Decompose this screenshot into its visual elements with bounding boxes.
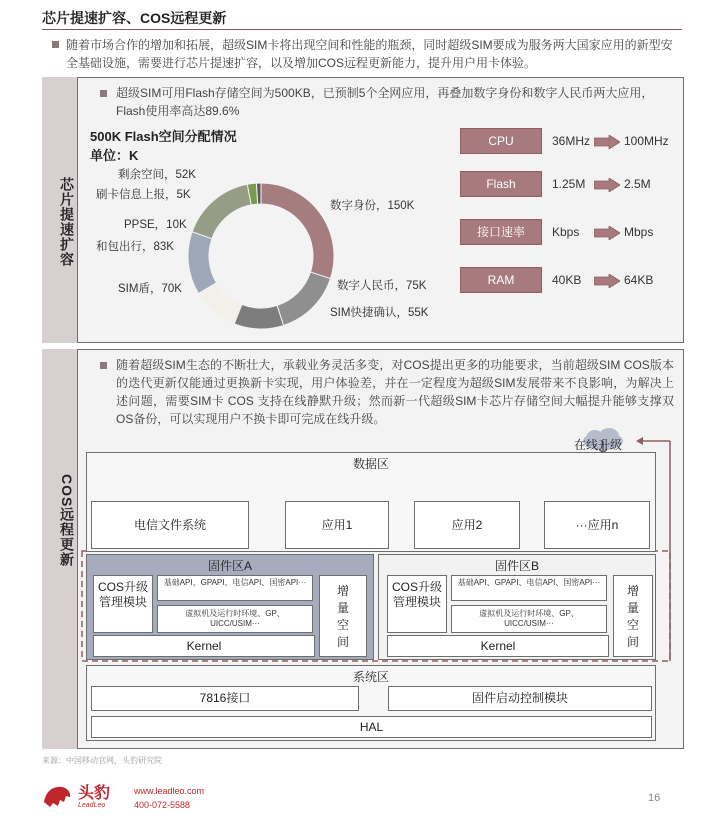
source-note: 来源：中国移动官网，头豹研究院 bbox=[42, 756, 162, 765]
kernel-b: Kernel bbox=[387, 635, 609, 657]
app-telecom-filesystem: 电信文件系统 bbox=[91, 501, 249, 549]
arrow-right-icon bbox=[594, 178, 620, 192]
spec-name-3: RAM bbox=[460, 267, 542, 293]
donut-label-0: 数字身份，150K bbox=[330, 200, 415, 212]
donut-slice-4 bbox=[188, 232, 216, 294]
vm-env-a-label: 虚拟机及运行时环境、GP、UICC/USIM··· bbox=[185, 609, 285, 628]
spec-to-0: 100MHz bbox=[624, 134, 669, 148]
firmware-zone-b-title: 固件区B bbox=[494, 559, 539, 573]
bullet-icon bbox=[100, 362, 107, 369]
brand-tel: 400-072-5588 bbox=[134, 800, 191, 810]
cos-upgrade-module-a-label: COS升级管理模块 bbox=[97, 580, 148, 609]
section-cos-update-label bbox=[42, 349, 78, 749]
brand-sub: LeadLeo bbox=[78, 802, 106, 809]
section1-paragraph: 超级SIM可用Flash存储空间为500KB，已预制5个全网应用，再叠加数字身份和数字人民币两大应用，Flash使用率高达89.6% bbox=[116, 86, 654, 118]
basic-api-b bbox=[451, 575, 607, 601]
intro-paragraph bbox=[52, 36, 682, 72]
donut-label-4: SIM盾，70K bbox=[118, 283, 182, 295]
basic-api-b-label: 基础API、GPAPI、电信API、国密API··· bbox=[457, 578, 601, 587]
donut-label-1: 数字人民币，75K bbox=[337, 280, 427, 292]
spec-name-2: 接口速率 bbox=[460, 219, 542, 245]
donut-slice-1 bbox=[277, 272, 330, 325]
spec-from-3: 40KB bbox=[552, 273, 582, 287]
chart-unit: 单位：K bbox=[90, 148, 139, 163]
donut-slice-0 bbox=[261, 183, 334, 279]
data-zone-title: 数据区 bbox=[352, 457, 389, 471]
chart-title: 500K Flash空间分配情况 bbox=[90, 129, 237, 144]
app-2: 应用2 bbox=[414, 501, 520, 549]
bullet-icon bbox=[100, 90, 107, 97]
incremental-space-a bbox=[319, 575, 367, 657]
cos-upgrade-module-b-label: COS升级管理模块 bbox=[391, 580, 442, 609]
spec-from-2: Kbps bbox=[552, 225, 580, 239]
vm-env-a bbox=[157, 605, 313, 633]
donut-label-5: 和包出行，83K bbox=[96, 241, 174, 253]
incremental-space-b-label: 增量空间 bbox=[626, 584, 639, 649]
section-chip-upgrade-title: 芯片提速扩容 bbox=[59, 177, 75, 267]
vm-env-b bbox=[451, 605, 607, 633]
donut-label-2: SIM快捷确认，55K bbox=[330, 307, 429, 319]
app-1: 应用1 bbox=[285, 501, 389, 549]
arrow-right-icon bbox=[594, 226, 620, 240]
hal-layer: HAL bbox=[91, 716, 652, 738]
page-title: 芯片提速扩容、COS远程更新 bbox=[42, 10, 227, 26]
online-upgrade-label: 在线升级 bbox=[574, 438, 623, 452]
section-chip-upgrade-label bbox=[42, 77, 78, 343]
section-cos-update-title: COS远程更新 bbox=[59, 474, 75, 568]
donut-slice-2 bbox=[234, 304, 283, 329]
donut-slice-5 bbox=[192, 184, 251, 238]
arrow-right-icon bbox=[594, 135, 620, 149]
incremental-space-a-label: 增量空间 bbox=[336, 584, 349, 649]
spec-name-0: CPU bbox=[460, 128, 542, 154]
boot-control-module: 固件启动控制模块 bbox=[388, 686, 652, 711]
brand-name: 头豹 bbox=[78, 785, 111, 802]
system-zone-title: 系统区 bbox=[352, 670, 389, 684]
flash-donut-chart bbox=[186, 181, 336, 331]
section2-paragraph: 随着超级SIM生态的不断壮大，承载业务灵活多变，对COS提出更多的功能要求，当前超级SIM COS版本的迭代更新仅能通过更换新卡实现，用户体验差，并在一定程度为超级SIM发展带来不良影响，为解决上述问题，需要SIM卡 COS 支持在线静默升级；然而新一代超级SIM卡芯片存储空间大幅提升能够支撑双OS备份，可以实现用户不换卡即可完成在线升级。 bbox=[116, 358, 674, 426]
donut-label-6: PPSE，10K bbox=[124, 219, 187, 231]
spec-to-3: 64KB bbox=[624, 273, 654, 287]
app-n: ···应用n bbox=[544, 501, 650, 549]
port-7816: 7816接口 bbox=[91, 686, 359, 711]
arrow-right-icon bbox=[594, 274, 620, 288]
vm-env-b-label: 虚拟机及运行时环境、GP、UICC/USIM··· bbox=[479, 609, 579, 628]
leopard-logo-icon bbox=[40, 780, 74, 810]
donut-label-3: 剩余空间，52K bbox=[118, 169, 196, 181]
cos-upgrade-module-a bbox=[93, 575, 153, 633]
donut-label-7: 刷卡信息上报，5K bbox=[96, 189, 191, 201]
spec-to-2: Mbps bbox=[624, 225, 654, 239]
intro-text: 随着市场合作的增加和拓展，超级SIM卡将出现空间和性能的瓶颈，同时超级SIM要成为服务两大国家应用的新型安全基础设施，需要进行芯片提速扩容，以及增加COS远程更新能力，提升用户用卡体验。 bbox=[66, 38, 673, 70]
donut-slice-7 bbox=[256, 183, 261, 204]
brand-url[interactable]: www.leadleo.com bbox=[134, 786, 205, 796]
spec-to-1: 2.5M bbox=[624, 177, 651, 191]
spec-from-0: 36MHz bbox=[552, 134, 591, 148]
spec-name-1: Flash bbox=[460, 171, 542, 197]
page-number: 16 bbox=[648, 792, 661, 804]
incremental-space-b bbox=[613, 575, 653, 657]
basic-api-a-label: 基础API、GPAPI、电信API、国密API··· bbox=[163, 578, 307, 587]
cos-upgrade-module-b bbox=[387, 575, 447, 633]
basic-api-a bbox=[157, 575, 313, 601]
title-divider bbox=[42, 29, 682, 30]
firmware-zone-a-title: 固件区A bbox=[207, 559, 252, 573]
spec-from-1: 1.25M bbox=[552, 177, 586, 191]
kernel-a: Kernel bbox=[93, 635, 315, 657]
